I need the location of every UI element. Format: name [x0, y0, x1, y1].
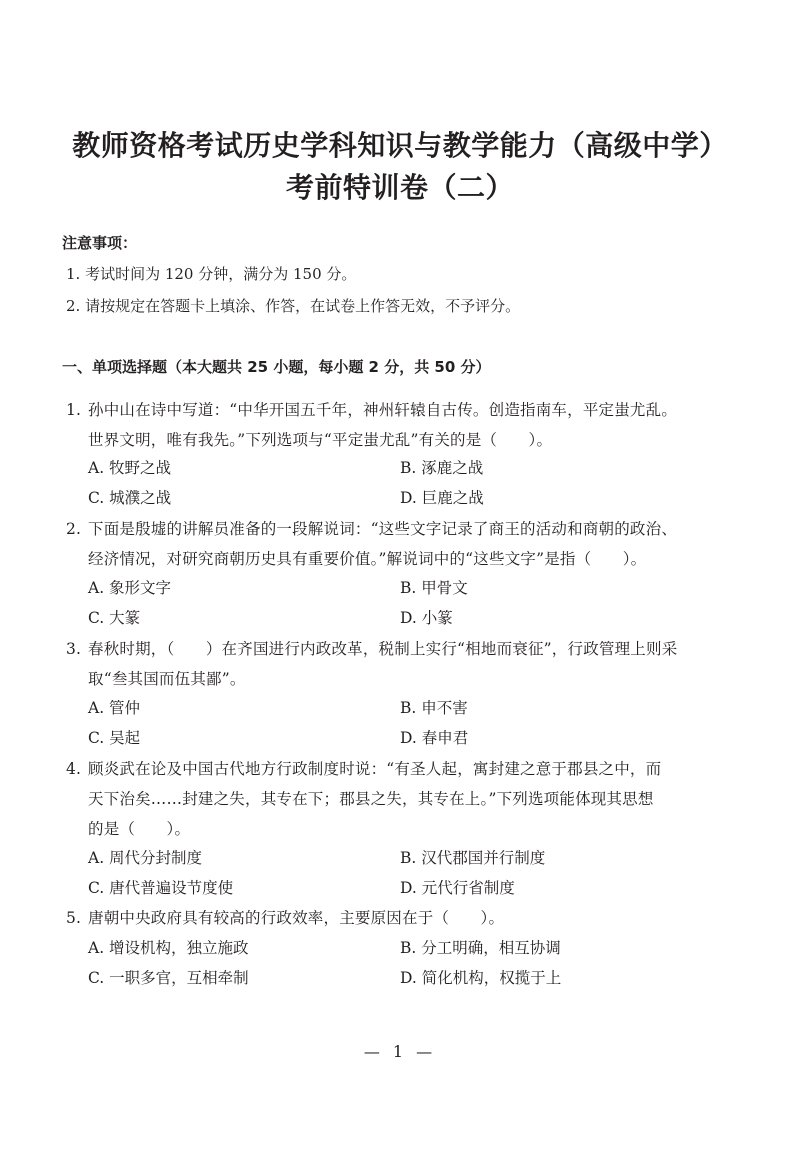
question-stem-line: 取“叁其国而伍其鄙”。 [88, 670, 246, 688]
option-b: B. 申不害 [400, 699, 468, 717]
option-b: B. 分工明确，相互协调 [400, 939, 561, 957]
option-c: C. 大篆 [88, 609, 141, 627]
option-c: C. 吴起 [88, 729, 141, 747]
question-number: 4. [66, 760, 82, 778]
option-a: A. 管仲 [88, 699, 141, 717]
option-a: A. 增设机构，独立施政 [88, 939, 249, 957]
page-number: — 1 — [363, 1042, 437, 1061]
question-2 [66, 514, 746, 574]
question-number: 5. [66, 909, 82, 927]
option-d: D. 小篆 [400, 609, 453, 627]
option-d: D. 春申君 [400, 729, 469, 747]
exam-subtitle: 考前特训卷（二） [285, 171, 514, 204]
section-heading: 一、单项选择题（本大题共 25 小题，每小题 2 分，共 50 分） [62, 358, 491, 376]
notes-heading: 注意事项： [62, 234, 138, 252]
option-d: D. 巨鹿之战 [400, 489, 484, 507]
option-d: D. 简化机构，权揽于上 [400, 969, 562, 987]
option-b: B. 涿鹿之战 [400, 459, 484, 477]
option-b: B. 汉代郡国并行制度 [400, 849, 546, 867]
question-stem-line: 天下治矣……封建之失，其专在下；郡县之失，其专在上。”下列选项能体现其思想 [88, 790, 654, 808]
option-c: C. 一职多官，互相牵制 [88, 969, 249, 987]
question-1 [66, 395, 746, 455]
option-d: D. 元代行省制度 [400, 879, 515, 897]
option-b: B. 甲骨文 [400, 579, 468, 597]
option-c: C. 唐代普遍设节度使 [88, 879, 234, 897]
question-stem-line: 孙中山在诗中写道：“中华开国五千年，神州轩辕自古传。创造指南车，平定蚩尤乱。 [88, 401, 678, 419]
question-stem-line: 春秋时期，（ ）在齐国进行内政改革，税制上实行“相地而衰征”，行政管理上则采 [88, 640, 678, 658]
question-number: 3. [66, 640, 82, 658]
question-stem-line: 顾炎武在论及中国古代地方行政制度时说：“有圣人起，寓封建之意于郡县之中，而 [88, 760, 662, 778]
question-4 [66, 754, 746, 844]
question-number: 2. [66, 520, 82, 538]
question-stem-line: 世界文明，唯有我先。”下列选项与“平定蚩尤乱”有关的是（ ）。 [88, 431, 553, 449]
note-item: 1. 考试时间为 120 分钟，满分为 150 分。 [66, 265, 357, 283]
question-number: 1. [66, 401, 82, 419]
option-a: A. 牧野之战 [88, 459, 172, 477]
option-a: A. 象形文字 [88, 579, 172, 597]
question-stem-line: 经济情况，对研究商朝历史具有重要价值。”解说词中的“这些文字”是指（ ）。 [88, 550, 647, 568]
question-3 [66, 634, 746, 694]
note-item: 2. 请按规定在答题卡上填涂、作答，在试卷上作答无效，不予评分。 [66, 297, 521, 315]
option-c: C. 城濮之战 [88, 489, 172, 507]
question-stem-line: 的是（ ）。 [88, 820, 191, 838]
question-stem-line: 下面是殷墟的讲解员准备的一段解说词：“这些文字记录了商王的活动和商朝的政治、 [88, 520, 678, 538]
question-5 [66, 903, 746, 933]
exam-title: 教师资格考试历史学科知识与教学能力（高级中学） [72, 129, 728, 162]
question-stem-line: 唐朝中央政府具有较高的行政效率，主要原因在于（ ）。 [88, 909, 505, 927]
option-a: A. 周代分封制度 [88, 849, 203, 867]
